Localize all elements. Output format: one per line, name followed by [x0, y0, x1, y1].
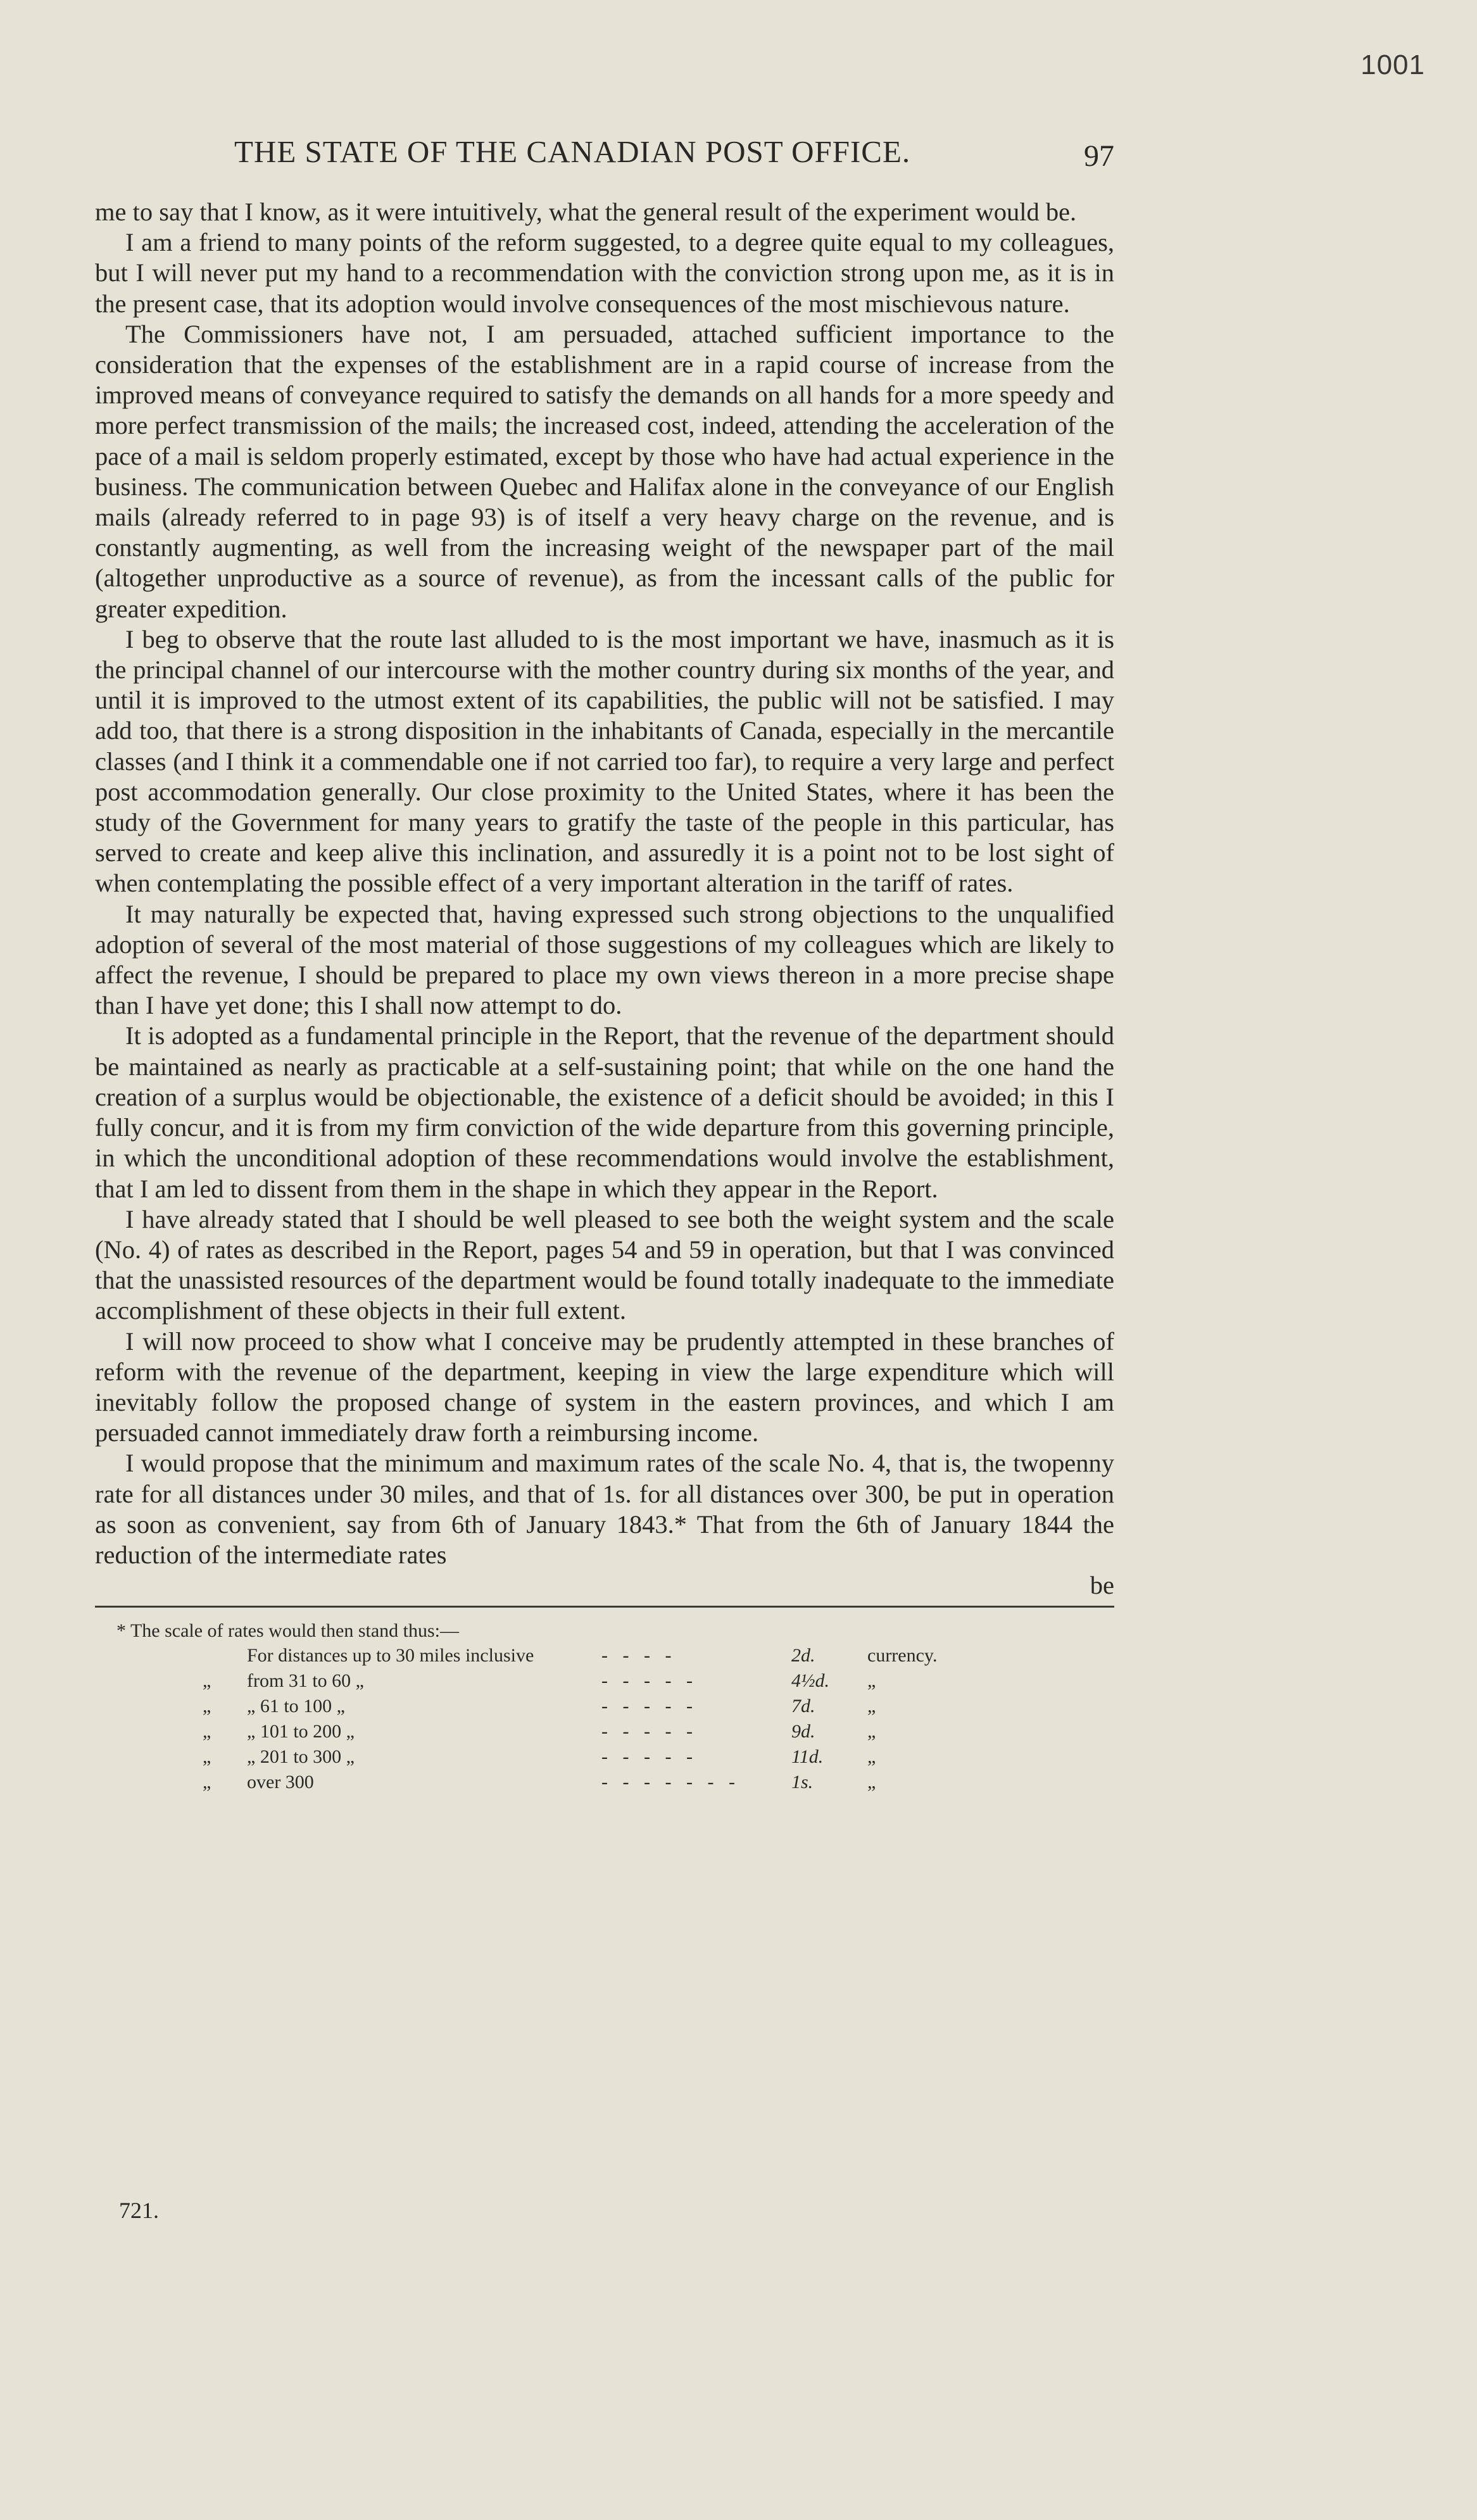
currency-label: currency.	[867, 1645, 938, 1666]
table-row	[203, 1694, 994, 1719]
paragraph: me to say that I know, as it were intuitively, what the general result of the experiment would be.	[95, 198, 1077, 226]
document-page	[95, 130, 1114, 1795]
table-row	[203, 1719, 994, 1744]
body-text	[95, 197, 1114, 1570]
paragraph: I have already stated that I should be well pleased to see both the weight system and the scale (No. 4) of rates as described in the Report, pages 54 and 59 in operation, but that I was convinced that the unassisted resources of the department would be found totally inadequate to the immediate accomplishment of these objects in their full extent.	[95, 1204, 1114, 1325]
rate-scale-table	[203, 1643, 994, 1795]
footnote-rule	[95, 1606, 1114, 1608]
ditto-mark: „	[203, 1670, 211, 1692]
ditto-mark: „	[203, 1746, 211, 1768]
paragraph: I am a friend to many points of the reform suggested, to a degree quite equal to my colleagues, but I will never put my hand to a recommendation with the conviction strong upon me, as it is in the present case, that its adoption would involve consequences of the most mischievous nature.	[95, 228, 1114, 318]
folio-number: 1001	[1361, 49, 1425, 80]
paragraph: I will now proceed to show what I conceive may be prudently attempted in these branches of reform with the revenue of the department, keeping in view the large expenditure which will inevitably follow the proposed change of system in the eastern provinces, and which I am persuaded cannot immediately draw forth a reimbursing income.	[95, 1326, 1114, 1447]
rate-value: 9d.	[791, 1721, 815, 1742]
table-row	[203, 1643, 994, 1668]
catchword: be	[1090, 1571, 1114, 1600]
table-row	[203, 1668, 994, 1694]
distance-label: from 31 to 60 „	[247, 1670, 364, 1692]
leader-dashes: - - - - -	[601, 1746, 698, 1768]
running-head-title: THE STATE OF THE CANADIAN POST OFFICE.	[234, 134, 911, 169]
paragraph: The Commissioners have not, I am persuaded, attached sufficient importance to the consideration that the expenses of the establishment are in a rapid course of increase from the improved means of conveyance required to satisfy the demands on all hands for a more speedy and more perfect transmission of the mails; the increased cost, indeed, attending the acceleration of the pace of a mail is seldom properly estimated, except by those who have had actual experience in the business. The communication between Quebec and Halifax alone in the conveyance of our English mails (already referred to in page 93) is of itself a very heavy charge on the revenue, and is constantly augmenting, as well from the increasing weight of the newspaper part of the mail (altogether unproductive as a source of revenue), as from the incessant calls of the public for greater expedition.	[95, 319, 1114, 623]
distance-label: „ 61 to 100 „	[247, 1696, 345, 1717]
leader-dashes: - - - - -	[601, 1696, 698, 1717]
table-row	[203, 1744, 994, 1770]
rate-value: 7d.	[791, 1696, 815, 1717]
paragraph: It is adopted as a fundamental principle in the Report, that the revenue of the department should be maintained as nearly as practicable at a self-sustaining point; that while on the one hand the creation of a surplus would be objectionable, the existence of a deficit should be avoided; in this I fully concur, and it is from my firm conviction of the wide departure from this governing principle, in which the unconditional adoption of these recommendations would involve the establishment, that I am led to dissent from them in the shape in which they appear in the Report.	[95, 1021, 1114, 1203]
currency-label: „	[867, 1696, 876, 1717]
currency-label: „	[867, 1746, 876, 1768]
leader-dashes: - - - -	[601, 1645, 677, 1666]
distance-label: For distances up to 30 miles inclusive	[247, 1645, 534, 1666]
rate-value: 2d.	[791, 1645, 815, 1666]
page-number: 97	[1084, 139, 1114, 173]
rate-value: 11d.	[791, 1746, 824, 1768]
distance-label: „ 101 to 200 „	[247, 1721, 355, 1742]
footnote	[95, 1619, 1114, 1795]
paragraph: I beg to observe that the route last alluded to is the most important we have, inasmuch as it is the principal channel of our intercourse with the mother country during six months of the year, and until it is improved to the utmost extent of its capabilities, the public will not be satisfied. I may add too, that there is a strong disposition in the inhabitants of Canada, especially in the mercantile classes (and I think it a commendable one if not carried too far), to require a very large and perfect post accommodation generally. Our close proximity to the United States, where it has been the study of the Government for many years to gratify the taste of the people in this particular, has served to create and keep alive this inclination, and assuredly it is a point not to be lost sight of when contemplating the possible effect of a very important alteration in the tariff of rates.	[95, 624, 1114, 898]
running-head	[95, 130, 1114, 180]
ditto-mark: „	[203, 1721, 211, 1742]
table-row	[203, 1770, 994, 1795]
distance-label: „ 201 to 300 „	[247, 1746, 355, 1768]
paragraph: I would propose that the minimum and maximum rates of the scale No. 4, that is, the twopenny rate for all distances under 30 miles, and that of 1s. for all distances over 300, be put in operation as soon as convenient, say from 6th of January 1843.* That from the 6th of January 1844 the reduction of the intermediate rates	[95, 1449, 1114, 1569]
currency-label: „	[867, 1670, 876, 1692]
leader-dashes: - - - - - - -	[601, 1772, 740, 1793]
currency-label: „	[867, 1721, 876, 1742]
currency-label: „	[867, 1772, 876, 1793]
rate-value: 1s.	[791, 1772, 814, 1793]
footnote-intro: * The scale of rates would then stand thus:—	[116, 1620, 459, 1642]
leader-dashes: - - - - -	[601, 1721, 698, 1742]
leader-dashes: - - - - -	[601, 1670, 698, 1692]
paragraph: It may naturally be expected that, having expressed such strong objections to the unqualified adoption of several of the most material of those suggestions of my colleagues which are likely to affect the revenue, I should be prepared to place my own views thereon in a more precise shape than I have yet done; this I shall now attempt to do.	[95, 899, 1114, 1020]
ditto-mark: „	[203, 1696, 211, 1717]
rate-value: 4½d.	[791, 1670, 829, 1692]
signature-mark: 721.	[119, 2198, 159, 2223]
ditto-mark	[203, 1643, 247, 1668]
distance-label: over 300	[247, 1772, 314, 1793]
ditto-mark: „	[203, 1772, 211, 1793]
